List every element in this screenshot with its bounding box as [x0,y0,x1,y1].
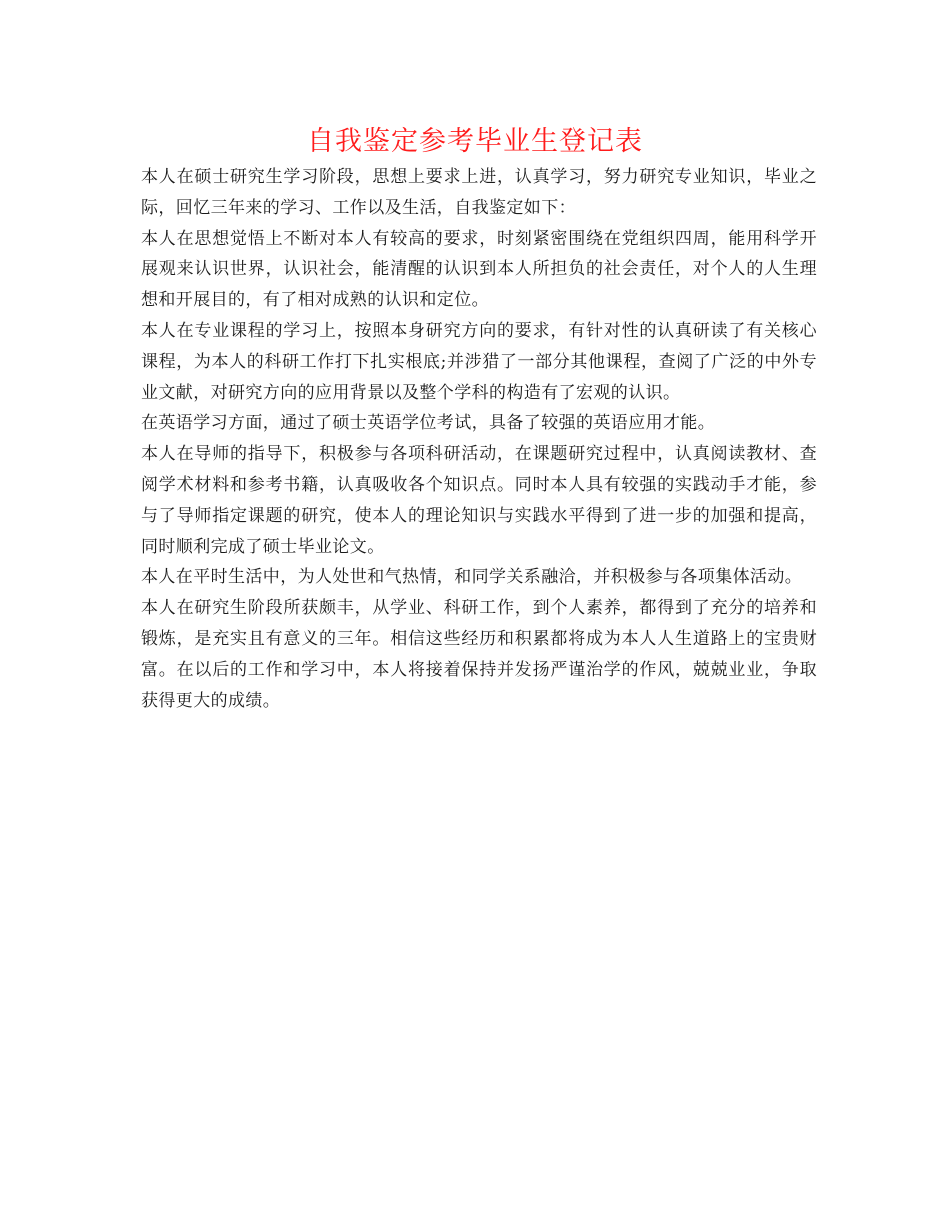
paragraph-ideology: 本人在思想觉悟上不断对本人有较高的要求，时刻紧密围绕在党组织四周，能用科学开展观来认识世界，认识社会，能清醒的认识到本人所担负的社会责任，对个人的人生理想和开展目的，有了相对成熟的认识和定位。 [141,228,817,311]
document-title: 自我鉴定参考毕业生登记表 [307,126,643,157]
paragraph-conclusion: 本人在研究生阶段所获颇丰，从学业、科研工作，到个人素养，都得到了充分的培养和锻炼，是充实且有意义的三年。相信这些经历和积累都将成为本人人生道路上的宝贵财富。在以后的工作和学习中，本人将接着保持并发扬严谨治学的作风，兢兢业业，争取获得更大的成绩。 [141,598,817,711]
paragraph-intro: 本人在硕士研究生学习阶段，思想上要求上进，认真学习，努力研究专业知识，毕业之际，回忆三年来的学习、工作以及生活，自我鉴定如下： [141,167,817,218]
paragraph-coursework: 本人在专业课程的学习上，按照本身研究方向的要求，有针对性的认真研读了有关核心课程，为本人的科研工作打下扎实根底;并涉猎了一部分其他课程，查阅了广泛的中外专业文献，对研究方向的应用背景以及整个学科的构造有了宏观的认识。 [141,320,817,403]
paragraph-english: 在英语学习方面，通过了硕士英语学位考试，具备了较强的英语应用才能。 [141,413,716,434]
document-body [141,162,817,716]
paragraph-daily-life: 本人在平时生活中，为人处世和气热情，和同学关系融洽，并积极参与各项集体活动。 [141,567,803,588]
paragraph-research: 本人在导师的指导下，积极参与各项科研活动，在课题研究过程中，认真阅读教材、查阅学术材料和参考书籍，认真吸收各个知识点。同时本人具有较强的实践动手才能，参与了导师指定课题的研究，使本人的理论知识与实践水平得到了进一步的加强和提高，同时顺利完成了硕士毕业论文。 [141,444,817,557]
